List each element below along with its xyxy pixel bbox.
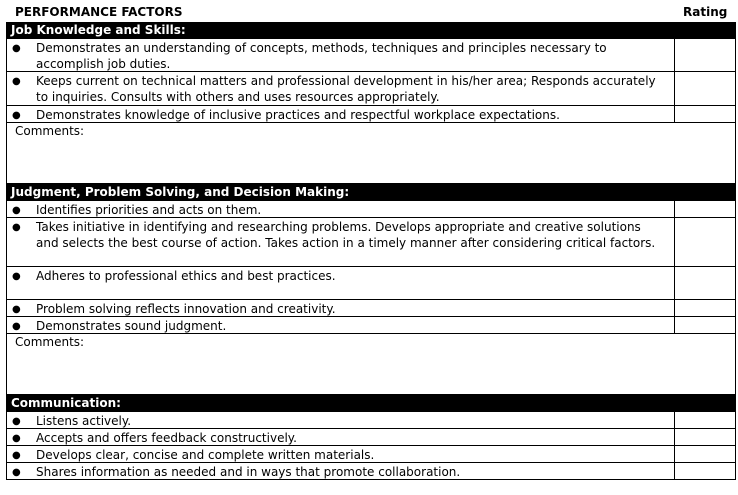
rating-cell[interactable] [674, 463, 735, 479]
factor-row [7, 106, 735, 123]
rating-cell[interactable] [674, 72, 735, 105]
factor-row [7, 72, 735, 106]
performance-factors-heading: PERFORMANCE FACTORS [15, 5, 183, 19]
factor-row [7, 446, 735, 463]
factor-text: Identifies priorities and acts on them. [36, 203, 262, 217]
factor-row [7, 463, 735, 480]
bullet-icon: ● [12, 304, 21, 315]
bullet-icon: ● [12, 76, 21, 87]
factor-text: Demonstrates an understanding of concepts, methods, techniques and principles necessary to accomplish job duties. [36, 41, 607, 71]
rating-cell[interactable] [674, 317, 735, 333]
rating-cell[interactable] [674, 267, 735, 299]
rating-cell[interactable] [674, 412, 735, 428]
factor-text: Accepts and offers feedback constructively. [36, 431, 297, 445]
comments-label: Comments: [15, 124, 85, 138]
rating-cell[interactable] [674, 201, 735, 217]
factor-text: Adheres to professional ethics and best practices. [36, 269, 336, 283]
factor-text: Demonstrates sound judgment. [36, 319, 227, 333]
rating-cell[interactable] [674, 300, 735, 316]
form-header [0, 0, 738, 22]
rating-cell[interactable] [674, 106, 735, 122]
comments-label: Comments: [15, 335, 85, 349]
factor-row [7, 412, 735, 429]
factor-row [7, 300, 735, 317]
factor-text: Demonstrates knowledge of inclusive practices and respectful workplace expectations. [36, 108, 560, 122]
factor-text: Develops clear, concise and complete written materials. [36, 448, 375, 462]
section-header-job-knowledge: Job Knowledge and Skills: [7, 22, 735, 39]
bullet-icon: ● [12, 222, 21, 233]
bullet-icon: ● [12, 467, 21, 478]
section-header-communication: Communication: [7, 395, 735, 412]
comments-box[interactable] [7, 334, 735, 395]
factor-text: Keeps current on technical matters and professional development in his/her area; Responds accurately to inquiries. Consults with others and uses resources appropriately. [36, 74, 656, 104]
bullet-icon: ● [12, 433, 21, 444]
bullet-icon: ● [12, 110, 21, 121]
bullet-icon: ● [12, 205, 21, 216]
comments-box[interactable] [7, 123, 735, 184]
rating-cell[interactable] [674, 39, 735, 71]
factor-text: Takes initiative in identifying and researching problems. Develops appropriate and creative solutions and selects the best course of action. Takes action in a timely manner after considering critical factors. [36, 220, 656, 250]
factor-row [7, 218, 735, 267]
bullet-icon: ● [12, 271, 21, 282]
factor-row [7, 39, 735, 72]
factor-row [7, 317, 735, 334]
rating-cell[interactable] [674, 429, 735, 445]
factor-row [7, 429, 735, 446]
bullet-icon: ● [12, 416, 21, 427]
factor-text: Problem solving reflects innovation and creativity. [36, 302, 336, 316]
factor-text: Shares information as needed and in ways that promote collaboration. [36, 465, 461, 479]
factor-text: Listens actively. [36, 414, 132, 428]
rating-cell[interactable] [674, 218, 735, 266]
section-header-judgment: Judgment, Problem Solving, and Decision Making: [7, 184, 735, 201]
rating-cell[interactable] [674, 446, 735, 462]
bullet-icon: ● [12, 450, 21, 461]
rating-column-heading: Rating [683, 5, 728, 19]
bullet-icon: ● [12, 321, 21, 332]
bullet-icon: ● [12, 43, 21, 54]
performance-form [6, 22, 736, 480]
factor-row [7, 267, 735, 300]
factor-row [7, 201, 735, 218]
